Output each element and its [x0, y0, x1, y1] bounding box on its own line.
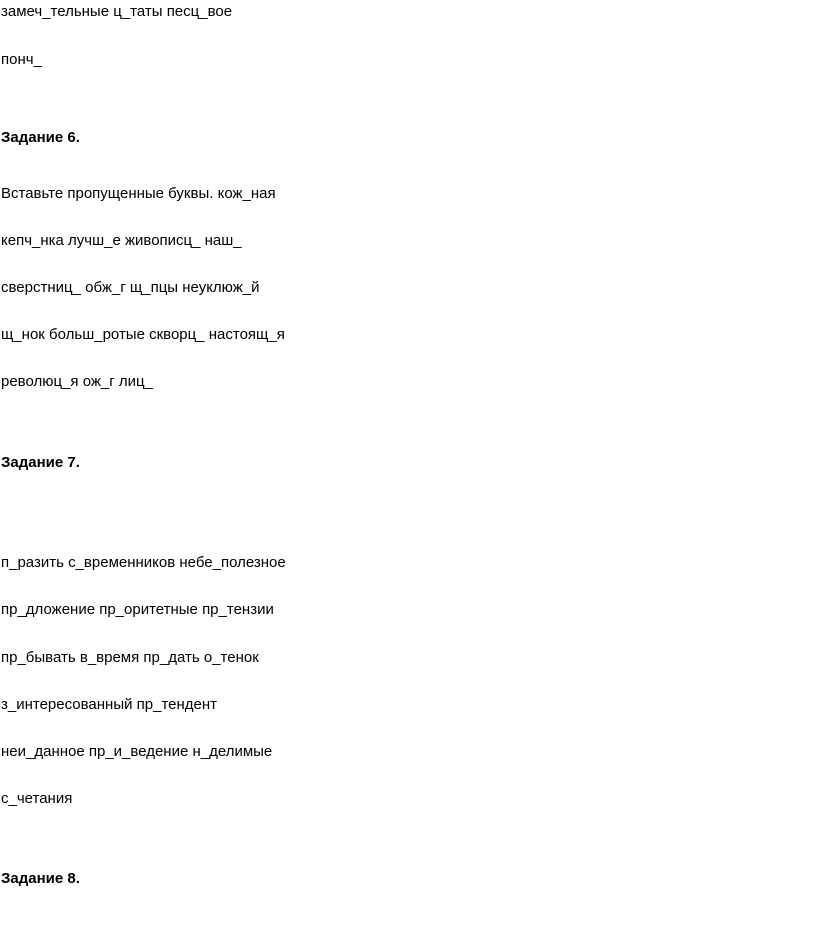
text-line: неи_данное пр_и_ведение н_делимые [1, 743, 273, 760]
text-line: кепч_нка лучш_е живописц_ наш_ [1, 232, 242, 249]
text-line: понч_ [1, 51, 42, 68]
text-line: Вставьте пропущенные буквы. кож_ная [1, 185, 276, 202]
text-line: революц_я ож_г лиц_ [1, 373, 153, 390]
text-line: пр_дложение пр_оритетные пр_тензии [1, 601, 274, 618]
task-heading: Задание 7. [1, 454, 80, 471]
task-heading: Задание 8. [1, 870, 80, 887]
text-line: щ_нок больш_ротые скворц_ настоящ_я [1, 326, 285, 343]
text-line: сверстниц_ обж_г щ_пцы неуклюж_й [1, 279, 260, 296]
text-line: п_разить с_временников небе_полезное [1, 554, 286, 571]
text-line: пр_бывать в_время пр_дать о_тенок [1, 649, 259, 666]
text-line: замеч_тельные ц_таты песц_вое [1, 3, 233, 20]
text-line: з_интересованный пр_тендент [1, 696, 218, 713]
task-heading: Задание 6. [1, 129, 80, 146]
text-line: с_четания [1, 790, 73, 807]
